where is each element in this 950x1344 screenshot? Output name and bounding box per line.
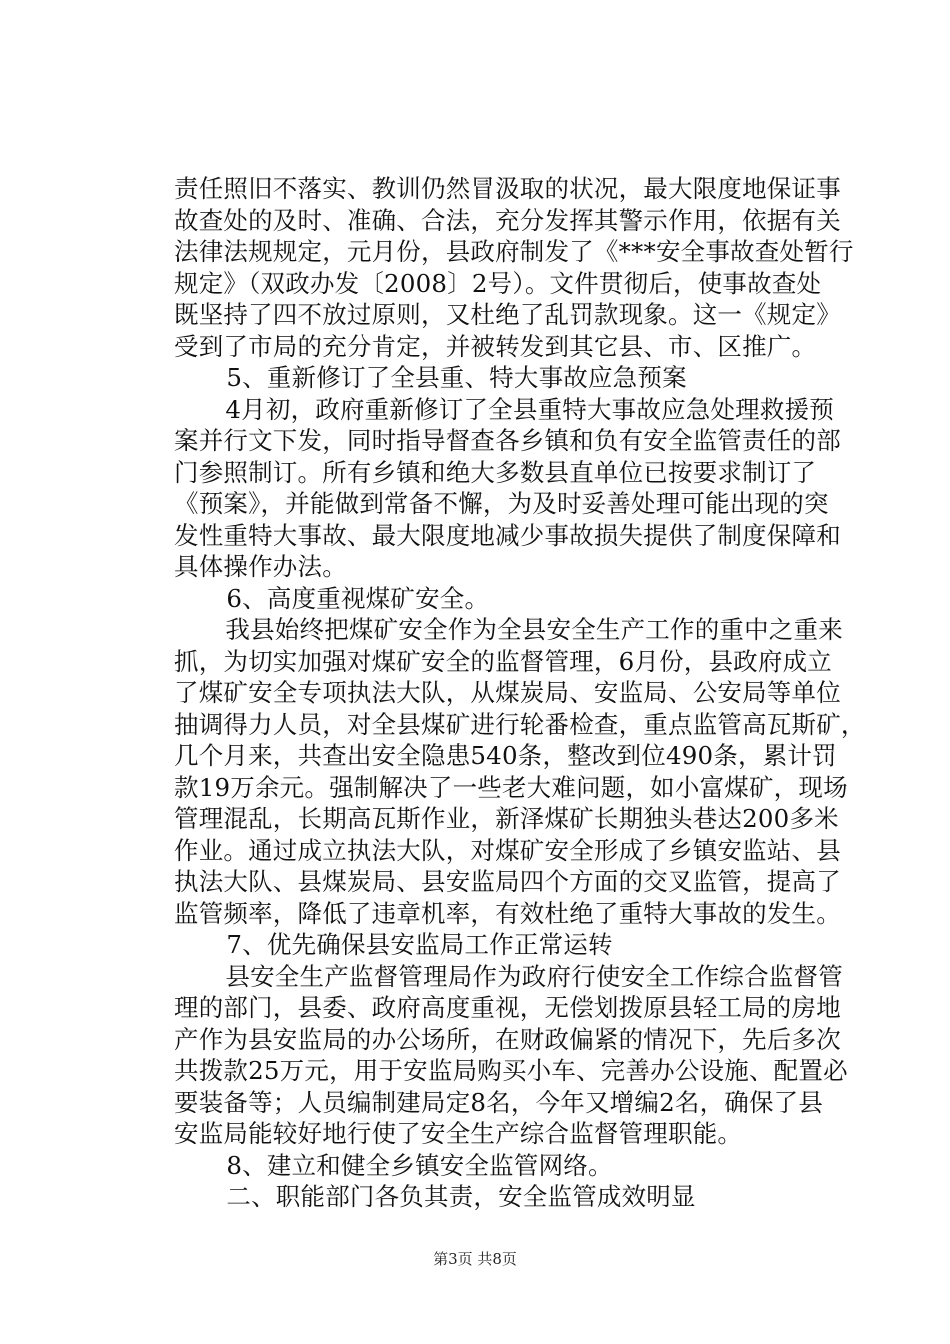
paragraph-line: 安监局能较好地行使了安全生产综合监督管理职能。 (174, 1119, 743, 1148)
page-number-footer: 第3页 共8页 (433, 1250, 517, 1268)
section-heading: 8、建立和健全乡镇安全监管网络。 (177, 1150, 613, 1180)
paragraph-line: 县安全生产监督管理局作为政府行使安全工作综合监督管 (176, 961, 843, 991)
paragraph-line: 监管频率，降低了违章机率，有效杜绝了重特大事故的发生。 (174, 898, 841, 928)
paragraph-line: 产作为县安监局的办公场所，在财政偏紧的情况下，先后多次 (174, 1024, 841, 1054)
paragraph-line: 了煤矿安全专项执法大队，从煤炭局、安监局、公安局等单位 (174, 678, 841, 707)
paragraph-line: 法律法规规定，元月份，县政府制发了《***安全事故查处暂行 (174, 237, 854, 266)
paragraph-line: 共拨款25万元，用于安监局购买小车、完善办公设施、配置必 (174, 1056, 848, 1085)
paragraph-line: 发性重特大事故、最大限度地减少事故损失提供了制度保障和 (174, 520, 841, 550)
paragraph-line: 门参照制订。所有乡镇和绝大多数县直单位已按要求制订了 (174, 457, 817, 487)
paragraph-line: 几个月来，共查出安全隐患540条，整改到位490条，累计罚 (174, 741, 837, 770)
document-body (174, 173, 866, 1213)
paragraph-line: 抽调得力人员，对全县煤矿进行轮番检查，重点监管高瓦斯矿， (174, 709, 866, 739)
paragraph-line: 4月初，政府重新修订了全县重特大事故应急处理救援预 (176, 394, 834, 424)
paragraph-line: 款19万余元。强制解决了一些老大难问题，如小富煤矿，现场 (174, 772, 848, 802)
section-heading: 6、高度重视煤矿安全。 (177, 583, 490, 613)
paragraph-line: 《预案》，并能做到常备不懈，为及时妥善处理可能出现的突 (174, 489, 829, 518)
paragraph-line: 理的部门，县委、政府高度重视，无偿划拨原县轻工局的房地 (174, 993, 841, 1022)
paragraph-line: 案并行文下发，同时指导督查各乡镇和负有安全监管责任的部 (174, 426, 841, 455)
paragraph-line: 抓，为切实加强对煤矿安全的监督管理，6月份，县政府成立 (174, 646, 832, 676)
paragraph-line: 要装备等；人员编制建局定8名，今年又增编2名，确保了县 (174, 1087, 824, 1117)
paragraph-line: 规定》（双政办发〔2008〕2号）。文件贯彻后，使事故查处 (174, 268, 822, 298)
paragraph-line: 执法大队、县煤炭局、县安监局四个方面的交叉监管，提高了 (174, 867, 841, 896)
section-heading: 二、职能部门各负其责，安全监管成效明显 (177, 1182, 696, 1211)
paragraph-line: 作业。通过成立执法大队，对煤矿安全形成了乡镇安监站、县 (174, 835, 841, 865)
paragraph-line: 既坚持了四不放过原则，又杜绝了乱罚款现象。这一《规定》 (174, 300, 841, 329)
section-heading: 5、重新修订了全县重、特大事故应急预案 (177, 363, 687, 392)
paragraph-line: 故查处的及时、准确、合法，充分发挥其警示作用，依据有关 (174, 205, 841, 235)
paragraph-line: 责任照旧不落实、教训仍然冒汲取的状况，最大限度地保证事 (174, 174, 841, 203)
section-heading: 7、优先确保县安监局工作正常运转 (177, 930, 613, 959)
paragraph-line: 管理混乱，长期高瓦斯作业，新泽煤矿长期独头巷达200多米 (174, 804, 839, 833)
paragraph-line: 我县始终把煤矿安全作为全县安全生产工作的重中之重来 (176, 615, 843, 644)
paragraph-line: 受到了市局的充分肯定，并被转发到其它县、市、区推广。 (174, 331, 817, 361)
paragraph-line: 具体操作办法。 (174, 552, 347, 581)
